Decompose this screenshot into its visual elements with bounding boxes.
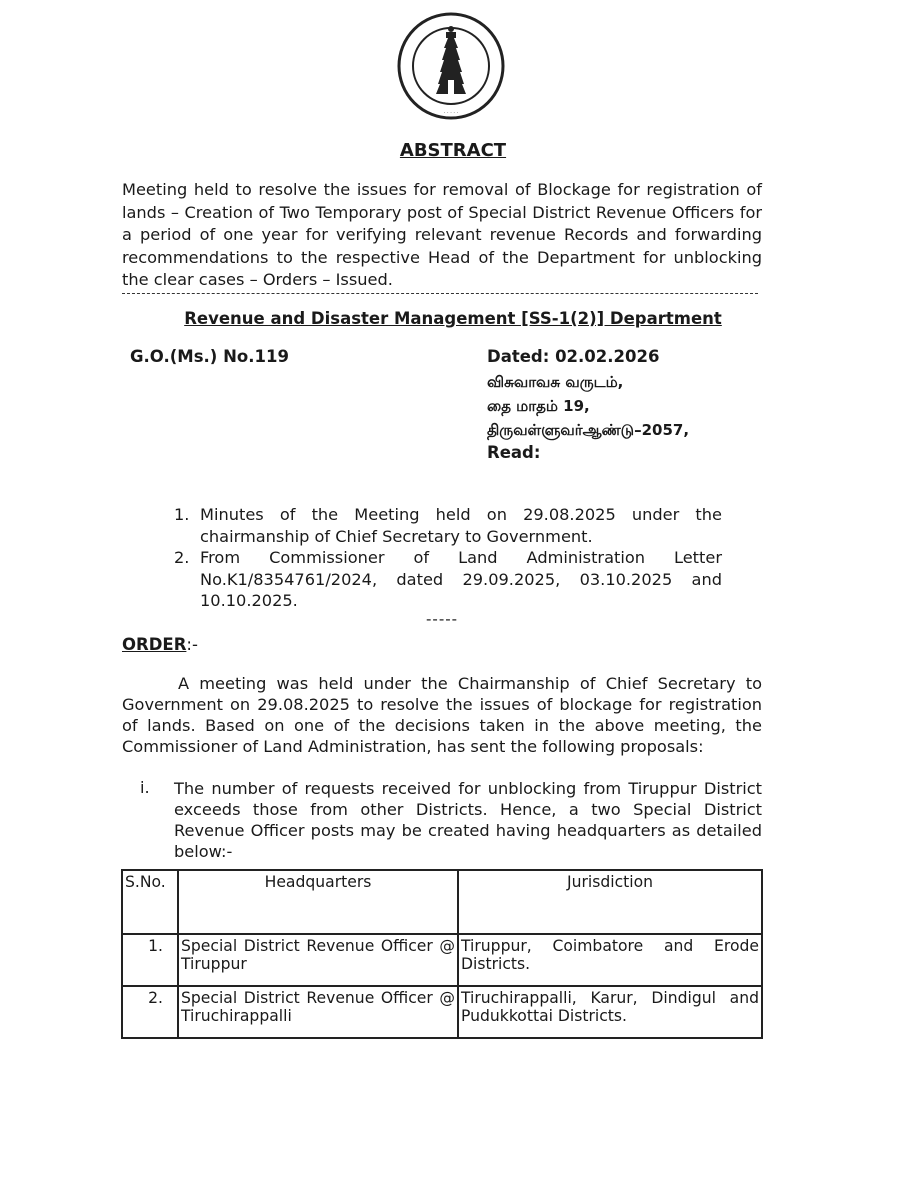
tamil-year: விசுவாவசு வருடம், <box>487 373 624 391</box>
abstract-title: ABSTRACT <box>399 140 507 161</box>
row-jurisdiction: Tiruppur, Coimbatore and Erode Districts. <box>458 934 762 986</box>
tamil-nadu-emblem <box>396 10 506 122</box>
proposal-number: i. <box>140 778 150 797</box>
reference-number: 2. <box>174 548 190 567</box>
order-suffix: :- <box>186 635 198 654</box>
row-headquarters: Special District Revenue Officer @ Tiruppur <box>178 934 458 986</box>
go-number: G.O.(Ms.) No.119 <box>130 347 289 366</box>
row-headquarters: Special District Revenue Officer @ Tiruchirappalli <box>178 986 458 1038</box>
tamil-month: தை மாதம் 19, <box>487 397 590 415</box>
order-heading <box>122 635 198 654</box>
reference-item <box>174 504 722 547</box>
row-sno: 2. <box>122 986 178 1038</box>
proposal-text: The number of requests received for unblocking from Tiruppur District exceeds those from other Districts. Hence, a two Special District Revenue Officer posts may be created having headquarters as detailed below:- <box>174 779 762 861</box>
reference-list <box>174 504 722 612</box>
table-header-row <box>122 870 762 934</box>
row-jurisdiction: Tiruchirappalli, Karur, Dindigul and Pudukkottai Districts. <box>458 986 762 1038</box>
header-sno: S.No. <box>122 870 178 934</box>
tamil-era: திருவள்ளுவர்ஆண்டு–2057, <box>487 421 690 439</box>
reference-text: Minutes of the Meeting held on 29.08.2025 under the chairmanship of Chief Secretary to Government. <box>200 505 722 546</box>
dashed-divider <box>122 293 758 294</box>
headquarters-table <box>121 869 763 1039</box>
read-label: Read: <box>487 443 541 462</box>
svg-text:· · · · ·: · · · · · <box>443 110 459 116</box>
department-title: Revenue and Disaster Management [SS-1(2)] Department <box>184 309 722 328</box>
order-label: ORDER <box>122 635 187 654</box>
order-paragraph: A meeting was held under the Chairmanship of Chief Secretary to Government on 29.08.2025 to resolve the issues of blockage for registration of lands. Based on one of the decisions taken in the above meeting, the Commissioner of Land Administration, has sent the following proposals: <box>122 674 762 756</box>
header-headquarters: Headquarters <box>178 870 458 934</box>
section-separator: ----- <box>426 610 459 628</box>
reference-number: 1. <box>174 505 190 524</box>
header-jurisdiction: Jurisdiction <box>458 870 762 934</box>
dated: Dated: 02.02.2026 <box>487 347 660 366</box>
reference-item <box>174 547 722 612</box>
abstract-text: Meeting held to resolve the issues for removal of Blockage for registration of lands – Creation of Two Temporary post of Special District Revenue Officers for a period of one year for verifying relevant revenue Records and forwarding recommendations to the respective Head of the Department for unblocking the clear cases – Orders – Issued. <box>122 180 762 289</box>
table-row <box>122 986 762 1038</box>
table-row <box>122 934 762 986</box>
row-sno: 1. <box>122 934 178 986</box>
reference-text: From Commissioner of Land Administration Letter No.K1/8354761/2024, dated 29.09.2025, 03.10.2025 and 10.10.2025. <box>200 548 722 610</box>
